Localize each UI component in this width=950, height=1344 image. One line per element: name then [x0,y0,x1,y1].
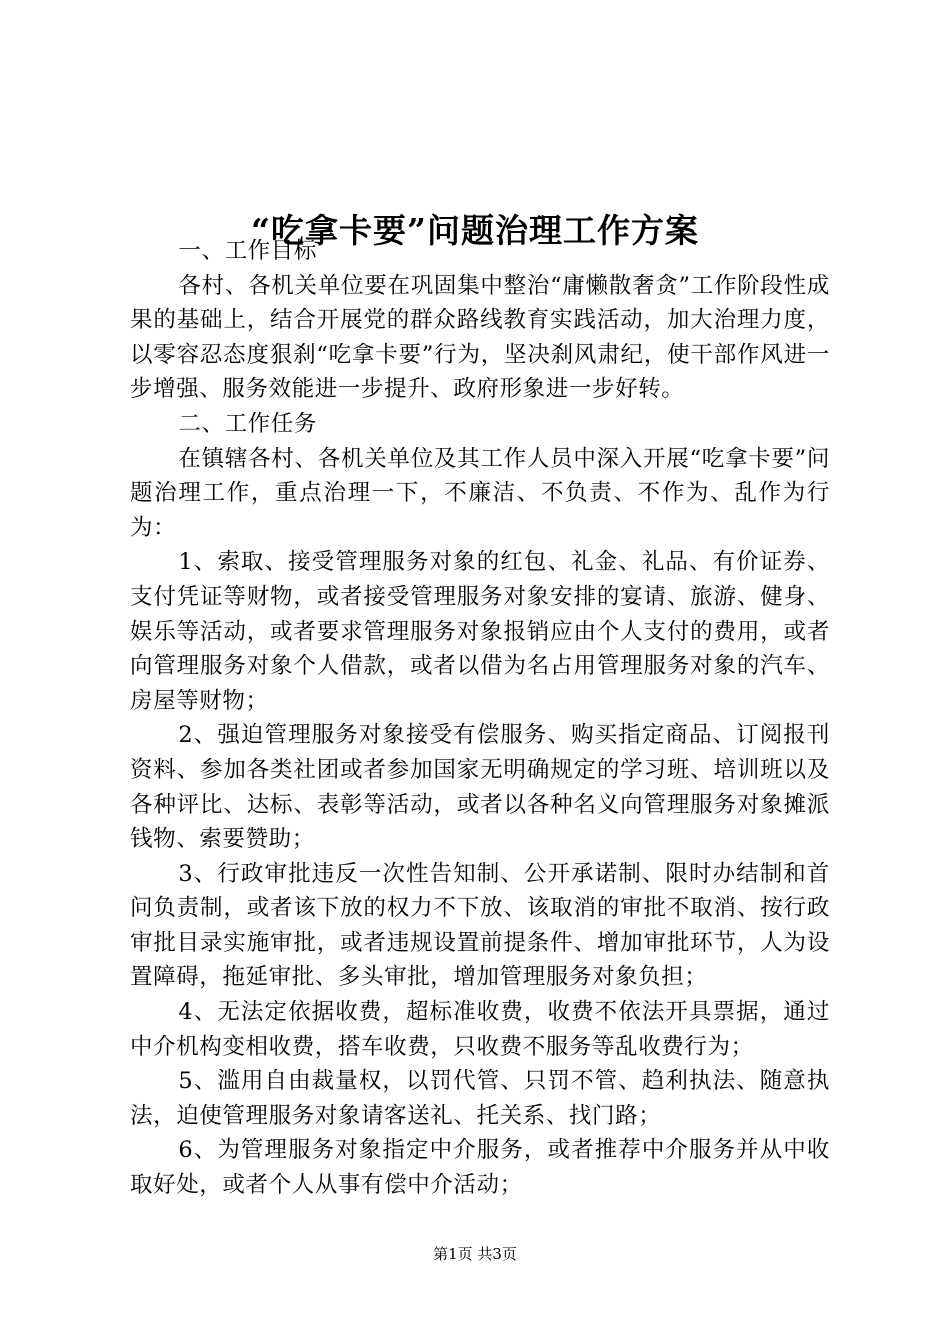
paragraph: 各村、各机关单位要在巩固集中整治“庸懒散奢贪”工作阶段性成果的基础上，结合开展党的群众路线教育实践活动，加大治理力度，以零容忍态度狠刹“吃拿卡要”行为，坚决刹风肃纪，使干部作风进一步增强、服务效能进一步提升、政府形象进一步好转。 [130,272,830,403]
section-heading-goals: 一、工作目标 [178,238,317,264]
document-title: “吃拿卡要”问题治理工作方案 [251,211,699,251]
list-item: 2、强迫管理服务对象接受有偿服务、购买指定商品、订阅报刊资料、参加各类社团或者参加国家无明确规定的学习班、培训班以及各种评比、达标、表彰等活动，或者以各种名义向管理服务对象摊派钱物、索要赞助； [130,722,830,853]
document-body [130,234,830,1203]
list-item: 3、行政审批违反一次性告知制、公开承诺制、限时办结制和首问负责制，或者该下放的权力不下放、该取消的审批不取消、按行政审批目录实施审批，或者违规设置前提条件、增加审批环节，人为设置障碍，拖延审批、多头审批，增加管理服务对象负担； [130,860,830,991]
list-item: 6、为管理服务对象指定中介服务，或者推荐中介服务并从中收取好处，或者个人从事有偿中介活动； [130,1137,830,1199]
paragraph: 在镇辖各村、各机关单位及其工作人员中深入开展“吃拿卡要”问题治理工作，重点治理一下，不廉洁、不负责、不作为、乱作为行为： [130,445,830,541]
list-item: 5、滥用自由裁量权，以罚代管、只罚不管、趋利执法、随意执法，迫使管理服务对象请客送礼、托关系、找门路； [130,1068,830,1129]
list-item: 4、无法定依据收费，超标准收费，收费不依法开具票据，通过中介机构变相收费，搭车收费，只收费不服务等乱收费行为； [130,999,830,1060]
list-item: 1、索取、接受管理服务对象的红包、礼金、礼品、有价证券、支付凭证等财物，或者接受管理服务对象安排的宴请、旅游、健身、娱乐等活动，或者要求管理服务对象报销应由个人支付的费用，或者向管理服务对象个人借款，或者以借为名占用管理服务对象的汽车、房屋等财物； [130,549,830,714]
page-footer: 第1页 共3页 [433,1245,517,1263]
section-heading-tasks: 二、工作任务 [178,410,317,437]
